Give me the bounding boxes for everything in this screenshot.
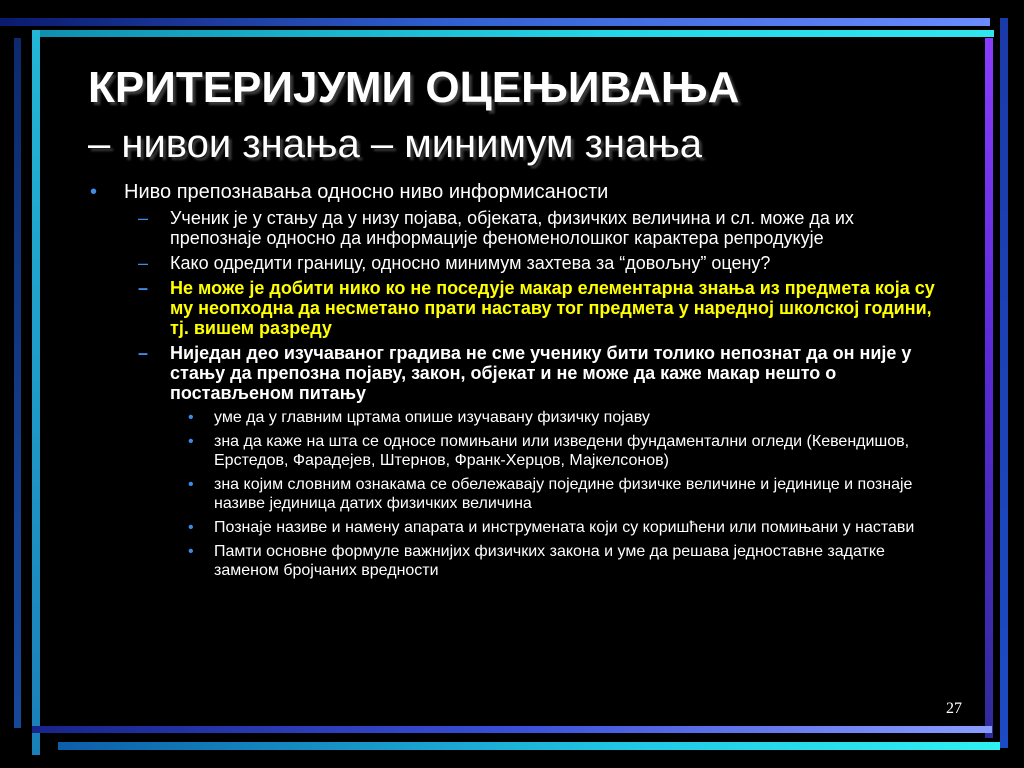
bullet-level3 <box>88 518 948 537</box>
bullet-text: Ученик је у стању да у низу појава, објеката, физичких величина и сл. може да их препознаје односно да информације феноменолошког карактера репродукује <box>170 208 854 248</box>
bullet-level3 <box>88 432 948 470</box>
bullet-marker: • <box>188 433 194 450</box>
bullet-text: Како одредити границу, односно минимум захтева за “довољну” оцену? <box>170 253 771 273</box>
bullet-list <box>88 180 948 580</box>
bottom-outer-bar <box>58 742 1000 750</box>
bullet-text: зна да каже на шта се односе помињани или изведени фундаментални огледи (Кевендишов, Ерстедов, Фарадејев, Штернов, Франк-Херцов, Мајкелсонов) <box>214 433 910 469</box>
bullet-marker: • <box>188 543 194 560</box>
bullet-text: Ниједан део изучаваног градива не сме ученику бити толико непознат да он није у стању да препозна појаву, закон, објекат и не може да каже макар нешто о постављеном питању <box>170 343 912 403</box>
title-line-1: КРИТЕРИЈУМИ ОЦЕЊИВАЊА <box>88 63 740 112</box>
bullet-text: уме да у главним цртама опише изучавану физичку појаву <box>214 409 650 426</box>
bullet-level2 <box>88 208 948 248</box>
slide-title <box>88 58 968 171</box>
bullet-level1 <box>88 180 948 204</box>
dash-marker: – <box>138 278 149 298</box>
bullet-text: Познаје називе и намену апарата и инструмената који су коришћени или помињани у настави <box>214 519 915 536</box>
slide-content <box>88 180 948 585</box>
bullet-marker: • <box>188 519 194 536</box>
bullet-level3 <box>88 408 948 427</box>
right-outer-bar <box>985 38 993 738</box>
bullet-marker: • <box>188 476 194 493</box>
bullet-text: Не може је добити нико ко не поседује макар елементарна знања из предмета која су му неопходна да несметано прати наставу тог предмета у наредној школској години, тј. вишем разреду <box>170 278 935 338</box>
dash-marker: – <box>138 343 149 363</box>
bullet-marker: • <box>188 409 194 426</box>
top-outer-bar <box>0 18 990 26</box>
bullet-level2 <box>88 253 948 273</box>
title-line-2: – нивои знања – минимум знања <box>88 122 703 167</box>
bullet-text: Памти основне формуле важнијих физичких закона и уме да решава једноставне задатке заменом бројчаних вредности <box>214 543 885 579</box>
bullet-level2-highlighted <box>88 278 948 338</box>
left-outer-bar <box>32 30 40 755</box>
dash-marker: – <box>138 253 149 273</box>
bullet-marker: • <box>90 181 98 203</box>
bottom-inner-bar <box>32 726 992 733</box>
left-inner-bar <box>14 38 21 728</box>
dash-marker: – <box>138 208 149 228</box>
bullet-text: Ниво препознавања односно ниво информисаности <box>124 181 609 203</box>
page-number: 27 <box>946 700 962 717</box>
right-inner-bar <box>1000 18 1008 748</box>
bullet-level2-bold <box>88 343 948 403</box>
bullet-text: зна којим словним ознакама се обележавају поједине физичке величине и јединице и познаје називе јединица датих физичких величина <box>214 476 913 512</box>
bullet-level3 <box>88 475 948 513</box>
bullet-level3 <box>88 542 948 580</box>
top-inner-bar <box>32 30 994 37</box>
